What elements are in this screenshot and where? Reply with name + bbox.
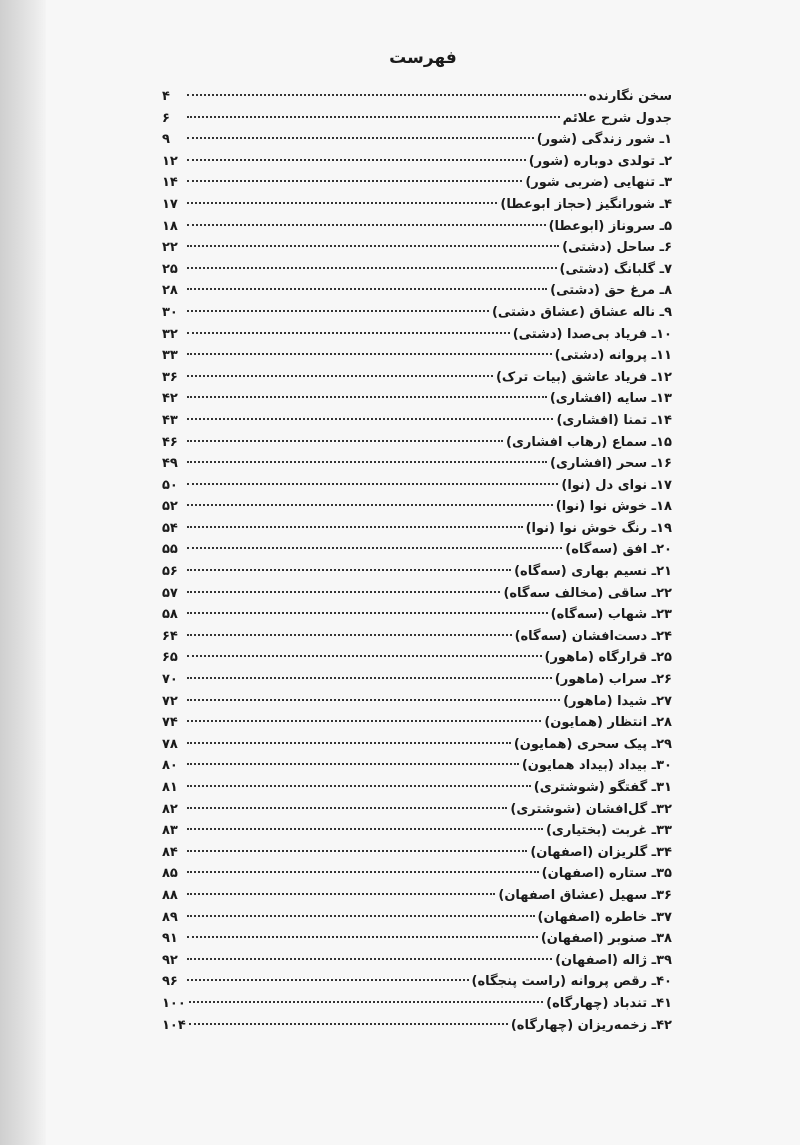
toc-entry[interactable] <box>162 950 672 972</box>
toc-entry-label: ۳۹ـ ژاله (اصفهان) <box>555 952 672 968</box>
toc-entry-label: ۶ـ ساحل (دشتی) <box>562 240 672 256</box>
toc-entry-page-number: ۶ <box>162 110 170 126</box>
toc-dot-leader <box>187 915 535 917</box>
toc-entry-page-number: ۵۶ <box>162 564 178 580</box>
toc-entry[interactable] <box>162 604 672 626</box>
toc-entry-page-number: ۸۱ <box>162 780 178 795</box>
toc-dot-leader <box>187 396 547 398</box>
toc-entry[interactable] <box>162 388 672 410</box>
toc-dot-leader <box>187 828 543 830</box>
toc-entry[interactable] <box>162 324 672 346</box>
toc-entry-label: ۳۷ـ خاطره (اصفهان) <box>537 909 672 925</box>
toc-entry-page-number: ۳۲ <box>162 326 178 342</box>
toc-entry-label: ۲۹ـ پیک سحری (همایون) <box>513 736 672 752</box>
page-binding-shadow <box>0 0 46 1145</box>
toc-entry[interactable] <box>162 345 672 367</box>
toc-dot-leader <box>187 547 562 549</box>
toc-dot-leader <box>187 807 507 809</box>
toc-entry-label: ۵ـ سروناز (ابوعطا) <box>548 218 672 234</box>
toc-entry[interactable] <box>162 151 672 173</box>
toc-dot-leader <box>187 655 542 657</box>
toc-dot-leader <box>187 245 559 247</box>
toc-entry-label: ۲۰ـ افق (سه‌گاه) <box>565 542 672 558</box>
toc-entry-page-number: ۱۸ <box>162 218 178 234</box>
toc-entry[interactable] <box>162 280 672 302</box>
toc-entry-page-number: ۷۰ <box>162 672 178 688</box>
toc-entry[interactable] <box>162 734 672 756</box>
toc-entry-page-number: ۶۴ <box>162 628 178 644</box>
toc-dot-leader <box>187 224 546 226</box>
toc-entry-label: ۳۱ـ گفتگو (شوشتری) <box>533 780 672 795</box>
toc-entry-label: ۳۴ـ گلریزان (اصفهان) <box>530 844 672 860</box>
toc-entry-page-number: ۴۶ <box>162 434 178 450</box>
toc-entry-label: ۲۷ـ شیدا (ماهور) <box>563 693 672 709</box>
toc-entry[interactable] <box>162 691 672 713</box>
toc-entry[interactable] <box>162 907 672 929</box>
toc-entry-label: ۸ـ مرغ حق (دشتی) <box>550 283 672 299</box>
toc-entry-label: ۲۸ـ انتظار (همایون) <box>544 715 672 731</box>
document-page <box>46 0 800 1145</box>
toc-dot-leader <box>187 742 511 744</box>
toc-dot-leader <box>187 418 553 420</box>
toc-dot-leader <box>187 116 560 118</box>
toc-entry[interactable] <box>162 432 672 454</box>
toc-entry-label: ۱۵ـ سماع (رهاب افشاری) <box>506 434 672 450</box>
toc-entry[interactable] <box>162 172 672 194</box>
toc-entry[interactable] <box>162 367 672 389</box>
toc-entry-label: ۷ـ گلبانگ (دشتی) <box>559 261 672 277</box>
toc-entry-label: ۴۰ـ رقص پروانه (راست پنجگاه) <box>471 974 672 990</box>
toc-entry-page-number: ۷۲ <box>162 693 178 709</box>
toc-entry[interactable] <box>162 216 672 238</box>
toc-dot-leader <box>187 591 500 593</box>
toc-entry[interactable] <box>162 799 672 821</box>
toc-entry-page-number: ۴۲ <box>162 391 178 407</box>
toc-entry-page-number: ۵۲ <box>162 499 178 515</box>
toc-dot-leader <box>187 785 531 787</box>
toc-entry-label: ۱۱ـ پروانه (دشتی) <box>554 348 672 364</box>
toc-entry-label: ۲۲ـ ساقی (مخالف سه‌گاه) <box>503 585 672 601</box>
toc-entry-page-number: ۹۱ <box>162 931 178 947</box>
toc-entry-page-number: ۸۳ <box>162 823 178 839</box>
toc-entry[interactable] <box>162 237 672 259</box>
toc-dot-leader <box>187 180 522 182</box>
toc-dot-leader <box>187 699 560 701</box>
toc-entry-label: ۱۴ـ تمنا (افشاری) <box>556 412 672 428</box>
toc-entry-page-number: ۱۲ <box>162 153 178 169</box>
toc-entry[interactable] <box>162 626 672 648</box>
toc-entry-page-number: ۸۵ <box>162 866 178 882</box>
toc-entry-page-number: ۹۶ <box>162 974 178 990</box>
toc-entry-page-number: ۴۹ <box>162 456 178 472</box>
toc-entry-page-number: ۳۰ <box>162 304 178 320</box>
toc-entry-page-number: ۸۹ <box>162 909 178 925</box>
toc-entry-label: سخن نگارنده <box>588 89 672 104</box>
toc-entry[interactable] <box>162 971 672 993</box>
toc-entry[interactable] <box>162 583 672 605</box>
toc-entry-label: ۲ـ تولدی دوباره (شور) <box>528 153 672 169</box>
toc-entry-page-number: ۱۷ <box>162 196 178 212</box>
toc-entry-label: ۴۱ـ تندباد (چهارگاه) <box>546 995 672 1011</box>
toc-dot-leader <box>187 612 548 614</box>
toc-entry-page-number: ۵۰ <box>162 477 178 493</box>
toc-entry[interactable] <box>162 108 672 130</box>
toc-entry-page-number: ۱۰۴ <box>162 1017 186 1033</box>
toc-dot-leader <box>187 461 547 463</box>
toc-dot-leader <box>189 1001 543 1003</box>
toc-entry[interactable] <box>162 475 672 497</box>
toc-entry-page-number: ۲۸ <box>162 283 178 299</box>
toc-entry-label: ۳۸ـ صنوبر (اصفهان) <box>540 931 672 947</box>
toc-entry-label: ۲۵ـ قرارگاه (ماهور) <box>544 650 672 666</box>
toc-entry-label: ۱۷ـ نوای دل (نوا) <box>561 477 672 493</box>
toc-entry-label: ۱۸ـ خوش نوا (نوا) <box>555 499 672 515</box>
toc-entry-page-number: ۱۴ <box>162 175 178 191</box>
toc-entry-page-number: ۳۶ <box>162 369 178 385</box>
toc-dot-leader <box>187 979 469 981</box>
toc-dot-leader <box>187 526 523 528</box>
toc-dot-leader <box>187 310 489 312</box>
toc-entry[interactable] <box>162 755 672 777</box>
toc-entry-page-number: ۴۳ <box>162 412 178 428</box>
toc-dot-leader <box>187 288 547 290</box>
toc-entry-label: ۳۶ـ سهیل (عشاق اصفهان) <box>498 887 672 903</box>
page-title: فهرست <box>389 48 457 68</box>
toc-entry-label: ۴ـ شورانگیز (حجاز ابوعطا) <box>500 196 672 212</box>
toc-entry[interactable] <box>162 885 672 907</box>
toc-entry-label: ۳۰ـ بیداد (بیداد همایون) <box>521 758 672 774</box>
toc-dot-leader <box>189 1023 508 1025</box>
toc-dot-leader <box>187 569 511 571</box>
toc-entry-label: ۳۵ـ ستاره (اصفهان) <box>541 866 672 882</box>
toc-entry[interactable] <box>162 928 672 950</box>
toc-entry-label: ۳ـ تنهایی (ضربی شور) <box>525 175 672 191</box>
toc-entry-page-number: ۸۸ <box>162 887 178 903</box>
toc-entry[interactable] <box>162 777 672 799</box>
toc-dot-leader <box>187 159 526 161</box>
toc-entry[interactable] <box>162 669 672 691</box>
toc-entry-label: جدول شرح علائم <box>562 110 672 126</box>
toc-entry-label: ۱۳ـ سایه (افشاری) <box>549 391 672 407</box>
toc-entry-page-number: ۶۵ <box>162 650 178 666</box>
toc-dot-leader <box>187 958 552 960</box>
toc-entry[interactable] <box>162 194 672 216</box>
toc-entry-page-number: ۲۵ <box>162 261 178 277</box>
toc-entry[interactable] <box>162 539 672 561</box>
toc-dot-leader <box>187 720 541 722</box>
toc-dot-leader <box>187 893 495 895</box>
toc-entry[interactable] <box>162 842 672 864</box>
toc-entry-page-number: ۴ <box>162 89 170 104</box>
toc-entry-page-number: ۵۸ <box>162 607 178 623</box>
toc-entry[interactable] <box>162 496 672 518</box>
toc-entry-label: ۲۶ـ سراب (ماهور) <box>554 672 672 688</box>
toc-dot-leader <box>187 871 539 873</box>
toc-entry-page-number: ۷۸ <box>162 736 178 752</box>
toc-entry[interactable] <box>162 453 672 475</box>
toc-entry[interactable] <box>162 561 672 583</box>
table-of-contents <box>162 86 672 1036</box>
toc-entry-page-number: ۹ <box>162 132 170 148</box>
toc-entry-page-number: ۸۴ <box>162 844 178 860</box>
toc-entry-page-number: ۲۲ <box>162 240 178 256</box>
toc-dot-leader <box>187 677 552 679</box>
toc-entry-page-number: ۵۷ <box>162 585 178 601</box>
toc-entry-label: ۱۰ـ فریاد بی‌صدا (دشتی) <box>512 326 672 342</box>
toc-dot-leader <box>187 936 538 938</box>
toc-entry-page-number: ۱۰۰ <box>162 995 186 1011</box>
toc-dot-leader <box>187 202 497 204</box>
toc-dot-leader <box>187 440 503 442</box>
toc-dot-leader <box>187 332 510 334</box>
toc-dot-leader <box>187 634 512 636</box>
toc-entry-label: ۲۱ـ نسیم بهاری (سه‌گاه) <box>514 564 672 580</box>
toc-entry[interactable] <box>162 302 672 324</box>
toc-entry-page-number: ۳۳ <box>162 348 178 364</box>
toc-entry-page-number: ۸۲ <box>162 801 178 817</box>
toc-dot-leader <box>187 375 493 377</box>
toc-entry[interactable] <box>162 1015 672 1037</box>
toc-entry-label: ۹ـ ناله عشاق (عشاق دشتی) <box>491 304 672 320</box>
toc-entry[interactable] <box>162 518 672 540</box>
toc-entry-label: ۴۲ـ زخمه‌ریزان (چهارگاه) <box>510 1017 672 1033</box>
toc-entry[interactable] <box>162 993 672 1015</box>
toc-entry-label: ۳۲ـ گل‌افشان (شوشتری) <box>510 801 672 817</box>
toc-dot-leader <box>187 504 553 506</box>
toc-entry-label: ۲۳ـ شهاب (سه‌گاه) <box>550 607 672 623</box>
toc-entry-label: ۲۴ـ دست‌افشان (سه‌گاه) <box>514 628 672 644</box>
toc-entry-page-number: ۵۴ <box>162 520 178 536</box>
toc-entry-label: ۱۹ـ رنگ خوش نوا (نوا) <box>525 520 672 536</box>
toc-entry[interactable] <box>162 259 672 281</box>
toc-entry[interactable] <box>162 647 672 669</box>
toc-dot-leader <box>187 483 558 485</box>
toc-entry-label: ۱۶ـ سحر (افشاری) <box>550 456 672 472</box>
toc-dot-leader <box>187 353 552 355</box>
toc-dot-leader <box>187 763 519 765</box>
toc-entry-page-number: ۸۰ <box>162 758 178 774</box>
toc-dot-leader <box>187 137 534 139</box>
toc-dot-leader <box>187 267 557 269</box>
toc-entry[interactable] <box>162 863 672 885</box>
toc-dot-leader <box>187 850 527 852</box>
toc-entry-label: ۳۳ـ غربت (بختیاری) <box>545 823 672 839</box>
toc-entry-page-number: ۵۵ <box>162 542 178 558</box>
toc-entry[interactable] <box>162 86 672 108</box>
toc-entry[interactable] <box>162 820 672 842</box>
toc-entry[interactable] <box>162 129 672 151</box>
toc-entry[interactable] <box>162 410 672 432</box>
toc-entry[interactable] <box>162 712 672 734</box>
toc-entry-page-number: ۷۴ <box>162 715 178 731</box>
toc-dot-leader <box>187 94 586 96</box>
toc-entry-label: ۱ـ شور زندگی (شور) <box>536 132 672 148</box>
toc-entry-label: ۱۲ـ فریاد عاشق (بیات ترک) <box>495 369 672 385</box>
toc-entry-page-number: ۹۲ <box>162 952 178 968</box>
